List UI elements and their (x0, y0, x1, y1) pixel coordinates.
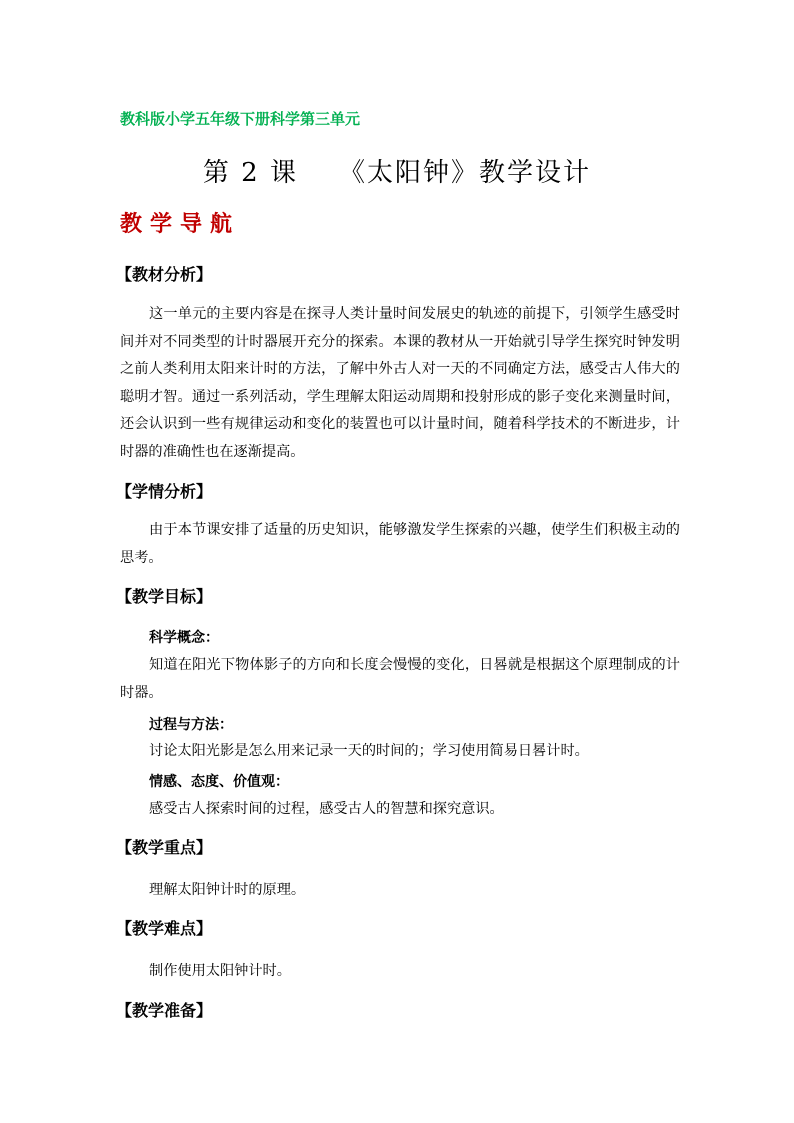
lesson-title: 第 2 课 《太阳钟》教学设计 (202, 158, 592, 188)
science-concept-label: 科学概念： (149, 630, 219, 646)
key-points-text: 理解太阳钟计时的原理。 (149, 882, 306, 898)
science-concept-paragraph: 知道在阳光下物体影子的方向和长度会慢慢的变化，日晷就是根据这个原理制成的计时器。 (120, 657, 680, 701)
preparation-heading: 【教学准备】 (116, 1001, 213, 1020)
attitude-values-label: 情感、态度、价值观： (149, 774, 289, 790)
process-method-label: 过程与方法： (149, 717, 233, 733)
material-analysis-paragraph: 这一单元的主要内容是在探寻人类计量时间发展史的轨迹的前提下，引领学生感受时间并对不同类型的计时器展开充分的探索。本课的教材从一开始就引导学生探究时钟发明之前人类利用太阳来计时的方法，了解中外古人对一天的不同确定方法，感受古人伟大的聪明才智。通过一系列活动，学生理解太阳运动周期和投射形成的影子变化来测量时间，还会认识到一些有规律运动和变化的装置也可以计量时间，随着科学技术的不断进步，计时器的准确性也在逐渐提高。 (120, 306, 680, 460)
attitude-values-text: 感受古人探索时间的过程，感受古人的智慧和探究意识。 (149, 801, 504, 817)
process-method-text: 讨论太阳光影是怎么用来记录一天的时间的；学习使用简易日晷计时。 (149, 743, 589, 759)
material-analysis-heading: 【教材分析】 (116, 265, 213, 284)
difficulties-heading: 【教学难点】 (116, 919, 213, 938)
teaching-navigation-title: 教学导航 (120, 211, 241, 237)
learner-analysis-paragraph: 由于本节课安排了适量的历史知识，能够激发学生探索的兴趣，使学生们积极主动的思考。 (120, 522, 680, 566)
difficulties-text: 制作使用太阳钟计时。 (149, 963, 291, 979)
learner-analysis-heading: 【学情分析】 (116, 482, 213, 501)
series-label: 教科版小学五年级下册科学第三单元 (120, 110, 361, 128)
objectives-heading: 【教学目标】 (116, 587, 213, 606)
key-points-heading: 【教学重点】 (116, 838, 213, 857)
